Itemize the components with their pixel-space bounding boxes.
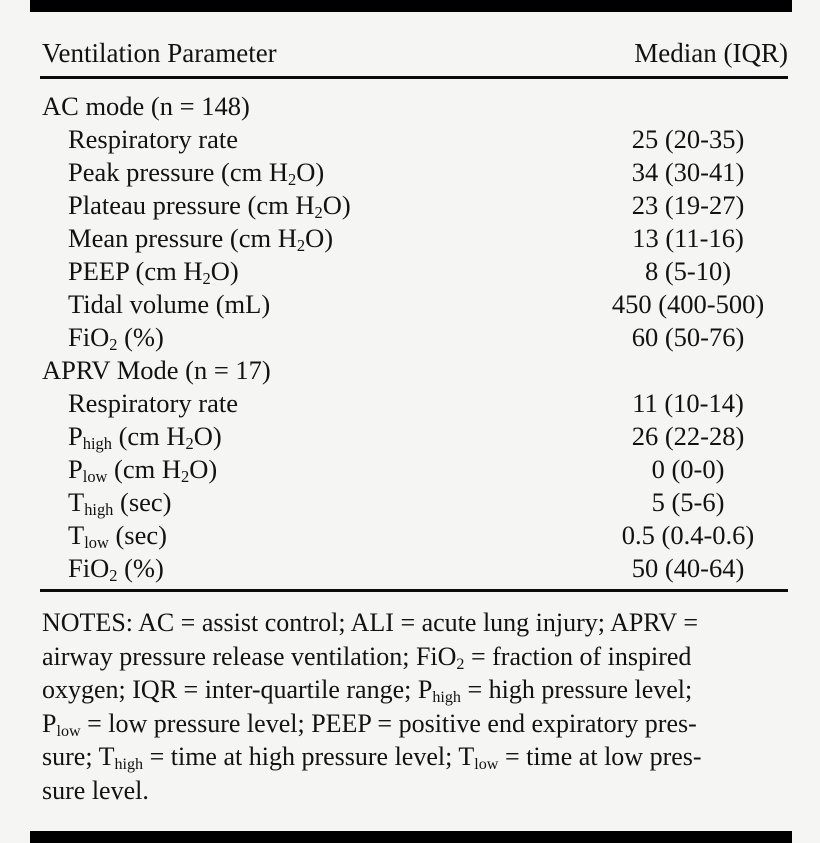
subscript-text: 2 xyxy=(296,236,306,256)
text-segment: P xyxy=(68,421,83,451)
row-label xyxy=(42,222,333,255)
text-segment: = high pressure level; xyxy=(460,675,693,704)
row-value: 50 (40-64) xyxy=(631,553,745,583)
text-segment: O) xyxy=(193,421,222,451)
text-segment: O) xyxy=(322,190,351,220)
text-segment: (sec) xyxy=(108,520,167,550)
text-segment: P xyxy=(68,454,83,484)
row-value: 13 (11-16) xyxy=(632,223,744,253)
row-label xyxy=(42,420,222,453)
text-segment: T xyxy=(68,520,85,550)
table-section-row xyxy=(42,90,788,123)
text-segment: Mean pressure (cm H xyxy=(68,223,297,253)
text-segment: O) xyxy=(296,157,325,187)
text-segment: = time at high pressure level; T xyxy=(143,742,475,771)
table-notes xyxy=(42,606,792,807)
table-data-row xyxy=(42,156,788,189)
row-value: 0 (0-0) xyxy=(651,454,725,484)
table-data-row xyxy=(42,189,788,222)
subscript-text: low xyxy=(56,722,81,740)
notes-separator-rule xyxy=(40,589,788,592)
text-segment: Respiratory rate xyxy=(68,388,238,418)
text-segment: FiO xyxy=(68,553,110,583)
text-segment: Tidal volume (mL) xyxy=(68,289,271,319)
text-segment: (%) xyxy=(117,322,164,352)
row-label xyxy=(42,486,172,519)
text-segment: oxygen; IQR = inter-quartile range; P xyxy=(42,675,433,704)
column-header-parameter: Ventilation Parameter xyxy=(42,38,277,68)
text-segment: O) xyxy=(210,256,239,286)
text-segment: (cm H xyxy=(111,421,186,451)
text-segment: Peak pressure (cm H xyxy=(68,157,289,187)
text-segment: = low pressure level; PEEP = positive end expiratory pres- xyxy=(80,708,697,738)
table-data-row xyxy=(42,255,788,288)
row-label xyxy=(42,354,271,387)
table-data-row xyxy=(42,123,788,156)
row-label xyxy=(42,321,164,354)
subscript-text: 2 xyxy=(180,467,190,487)
text-segment: Respiratory rate xyxy=(68,124,238,154)
row-label xyxy=(42,156,324,189)
column-header-median-iqr: Median (IQR) xyxy=(634,38,788,68)
table-data-row xyxy=(42,288,788,321)
row-value: 5 (5-6) xyxy=(651,487,725,517)
row-value: 34 (30-41) xyxy=(631,157,745,187)
text-segment: PEEP (cm H xyxy=(68,256,203,286)
text-segment: NOTES: AC = assist control; ALI = acute lung injury; APRV = xyxy=(42,608,699,637)
text-segment: P xyxy=(42,708,57,738)
row-label xyxy=(42,123,238,156)
subscript-text: 2 xyxy=(109,335,118,355)
table-rows xyxy=(42,90,788,585)
row-label xyxy=(42,90,250,123)
header-separator-rule xyxy=(40,76,788,79)
text-segment: (sec) xyxy=(113,487,172,517)
table-section-row xyxy=(42,354,788,387)
text-segment: sure; T xyxy=(42,742,115,771)
text-segment: FiO xyxy=(68,322,110,352)
table-data-row xyxy=(42,387,788,420)
row-value: 11 (10-14) xyxy=(632,388,744,418)
subscript-text: high xyxy=(84,500,114,520)
notes-line xyxy=(42,740,792,774)
subscript-text: 2 xyxy=(109,566,118,586)
text-segment: APRV Mode (n = 17) xyxy=(42,355,271,385)
subscript-text: low xyxy=(82,467,108,487)
text-segment: airway pressure release ventilation; FiO xyxy=(42,641,457,671)
row-value: 26 (22-28) xyxy=(631,421,745,451)
row-value: 0.5 (0.4-0.6) xyxy=(621,520,755,550)
text-segment: = fraction of inspired xyxy=(464,641,692,671)
table-data-row xyxy=(42,222,788,255)
row-value: 23 (19-27) xyxy=(631,190,745,220)
subscript-text: high xyxy=(114,756,144,774)
row-label xyxy=(42,453,217,486)
row-label xyxy=(42,255,239,288)
row-value: 8 (5-10) xyxy=(644,256,732,286)
row-label xyxy=(42,519,167,552)
notes-line xyxy=(42,673,792,707)
table-data-row xyxy=(42,321,788,354)
text-segment: sure level. xyxy=(42,775,149,805)
subscript-text: 2 xyxy=(456,655,465,673)
table-top-rule-thick xyxy=(30,0,792,12)
text-segment: Plateau pressure (cm H xyxy=(68,190,315,220)
row-value: 60 (50-76) xyxy=(631,322,745,352)
subscript-text: low xyxy=(474,756,499,774)
notes-line xyxy=(42,606,792,640)
notes-line xyxy=(42,707,792,741)
subscript-text: 2 xyxy=(314,203,323,223)
table-header-row xyxy=(42,36,788,70)
table-data-row xyxy=(42,552,788,585)
row-value: 25 (20-35) xyxy=(631,124,745,154)
row-label xyxy=(42,288,270,321)
subscript-text: high xyxy=(82,434,112,454)
subscript-text: 2 xyxy=(185,434,194,454)
text-segment: O) xyxy=(189,454,218,484)
text-segment: T xyxy=(68,487,85,517)
text-segment: (%) xyxy=(117,553,164,583)
text-segment: = time at low pres- xyxy=(498,742,702,771)
table-data-row xyxy=(42,420,788,453)
notes-line xyxy=(42,640,792,674)
subscript-text: 2 xyxy=(202,269,211,289)
row-label xyxy=(42,189,351,222)
subscript-text: 2 xyxy=(288,170,297,190)
subscript-text: high xyxy=(432,689,461,707)
table-data-row xyxy=(42,486,788,519)
text-segment: O) xyxy=(305,223,334,253)
table-bottom-rule-thick xyxy=(30,831,792,843)
row-label xyxy=(42,552,164,585)
text-segment: (cm H xyxy=(107,454,181,484)
notes-line xyxy=(42,774,792,808)
row-value: 450 (400-500) xyxy=(611,289,765,319)
table-data-row xyxy=(42,453,788,486)
table-data-row xyxy=(42,519,788,552)
subscript-text: low xyxy=(84,533,109,553)
row-label xyxy=(42,387,238,420)
text-segment: AC mode (n = 148) xyxy=(42,91,250,121)
